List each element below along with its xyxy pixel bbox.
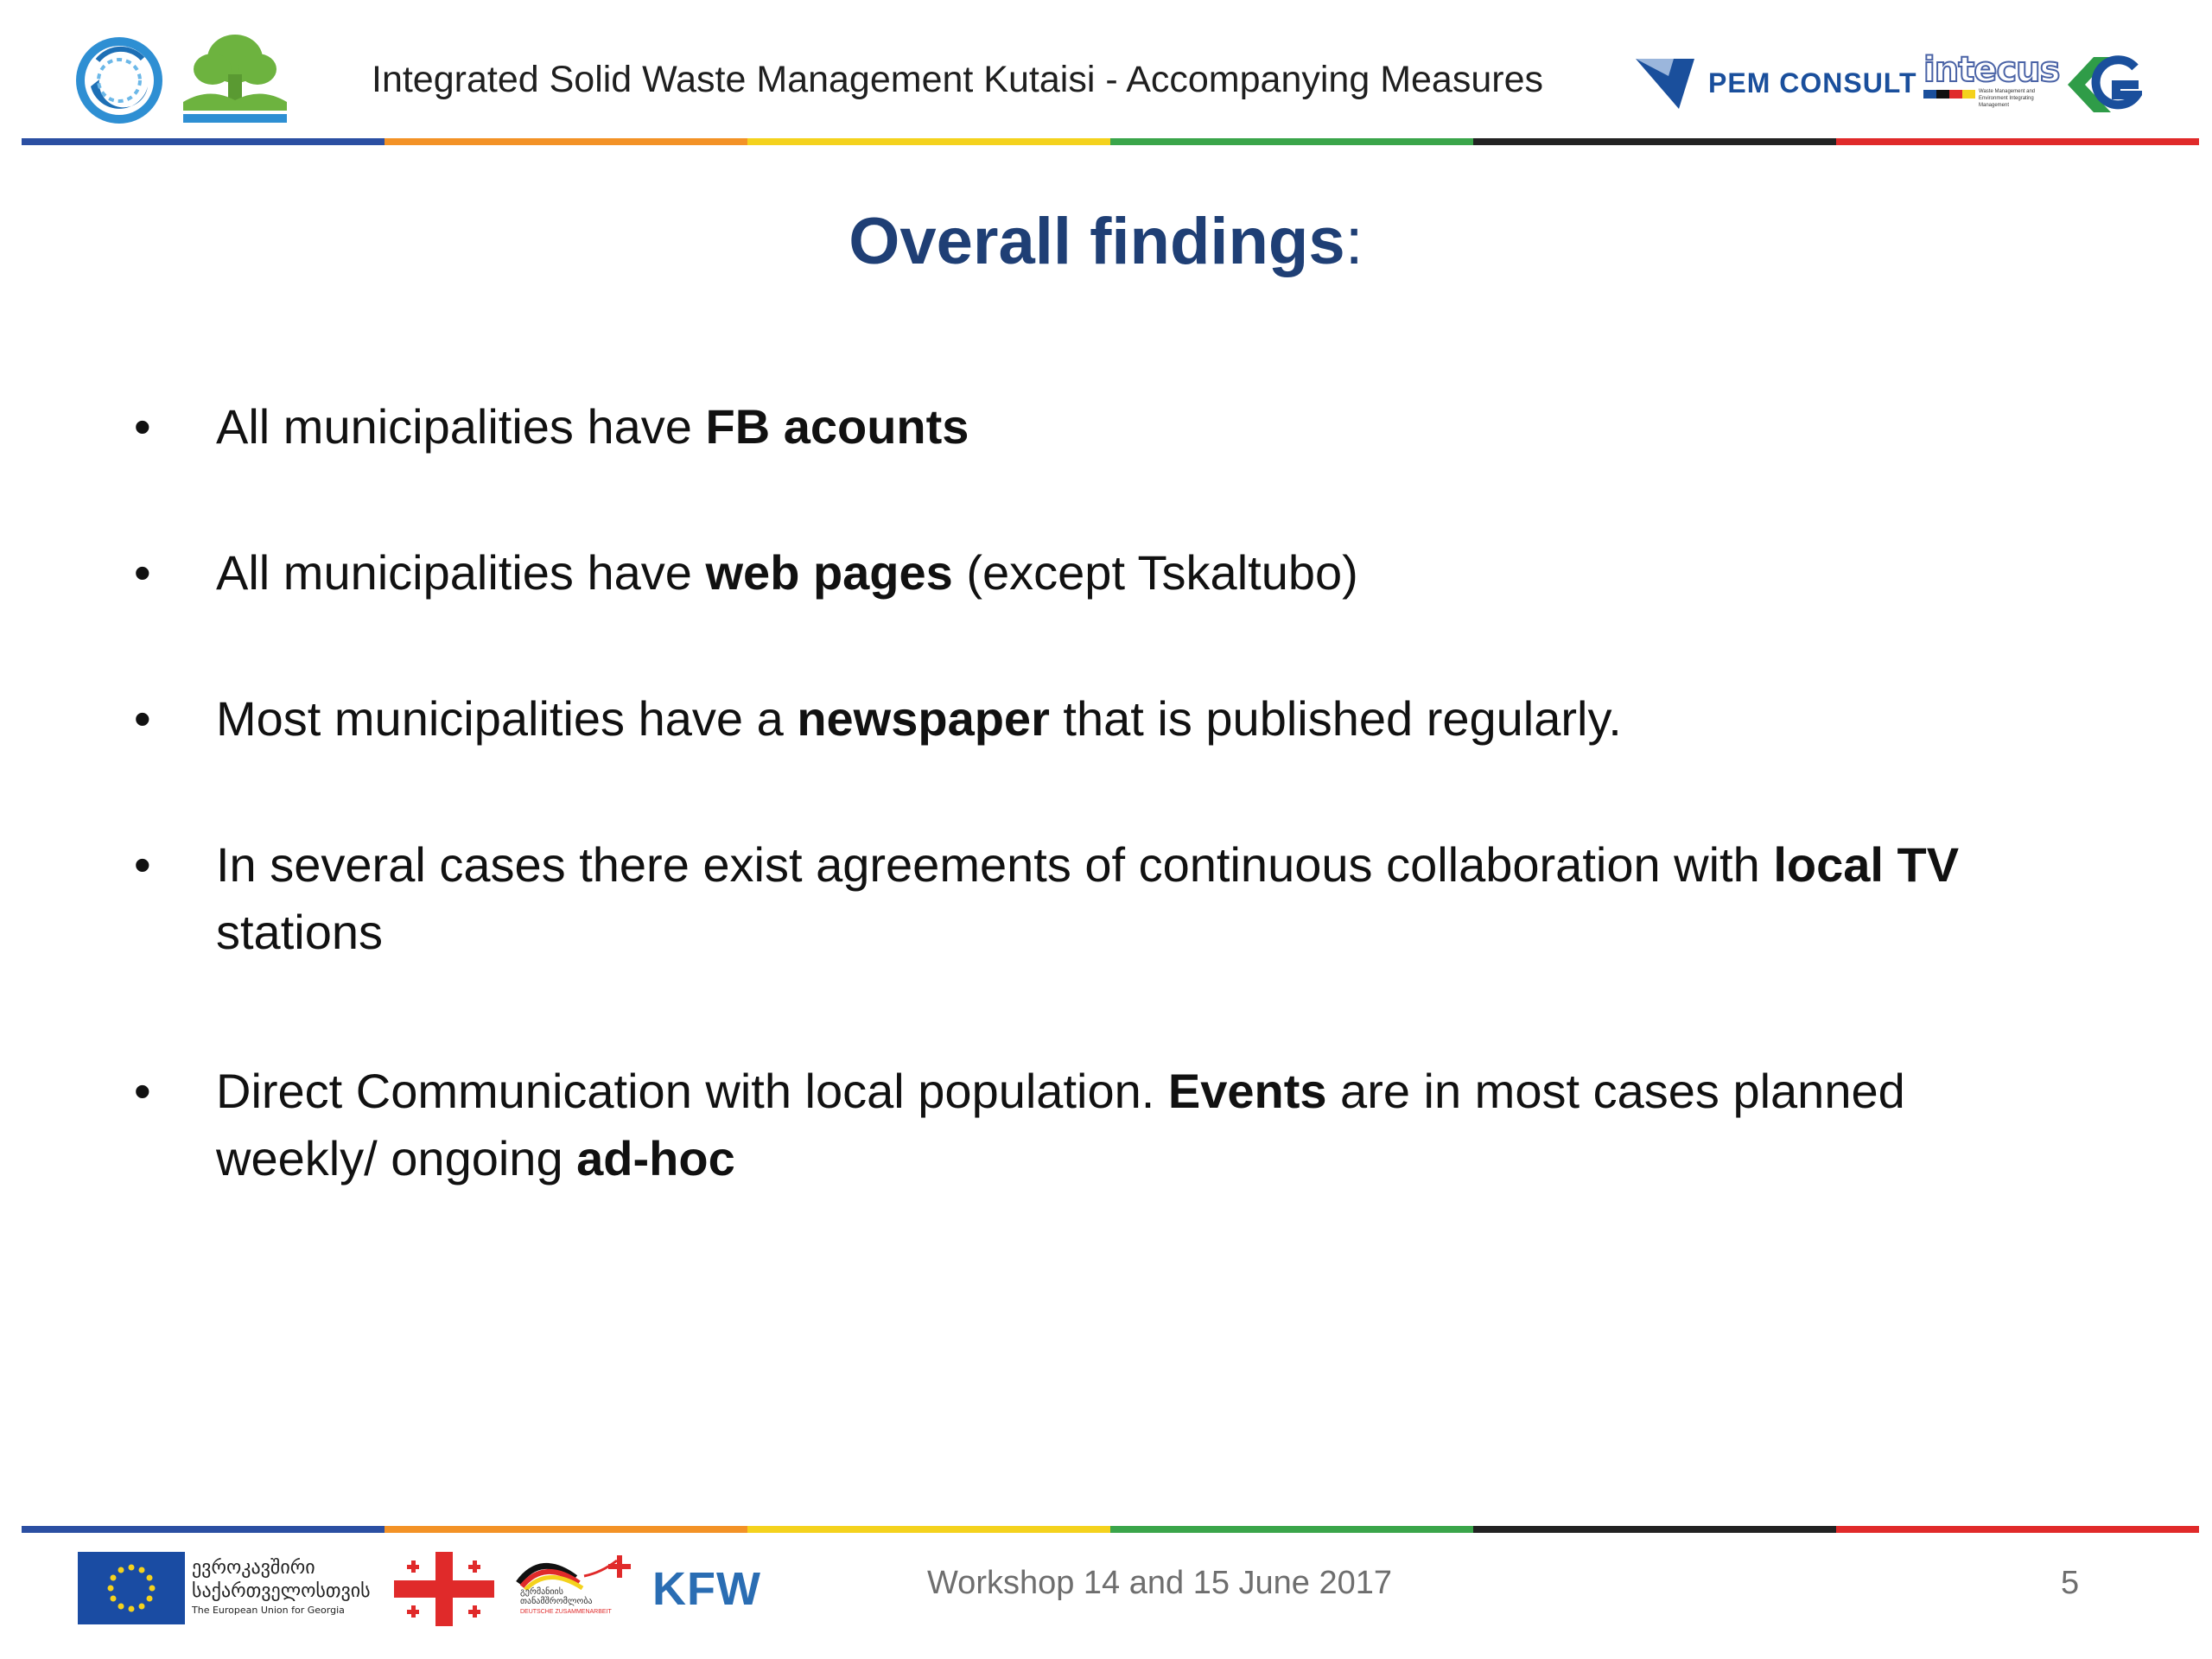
bullet-text <box>216 685 2074 753</box>
stripe-orange <box>385 1526 747 1533</box>
stripe-blue <box>22 138 385 145</box>
bullet-text-bold: ad-hoc <box>576 1131 735 1185</box>
footer-date: Workshop 14 and 15 June 2017 <box>927 1565 1393 1601</box>
stripe-black <box>1473 1526 1836 1533</box>
g-logo-icon <box>2068 55 2142 114</box>
eu-label-line1: ევროკავშირი <box>192 1557 315 1579</box>
pem-consult-arrow-icon <box>1636 57 1696 111</box>
stripe-yellow <box>747 1526 1110 1533</box>
bullet-text <box>216 831 2074 966</box>
bullet-text-bold: FB acounts <box>705 399 969 454</box>
bullet-text-bold: web pages <box>705 545 953 600</box>
bullet-dot: • <box>134 691 151 746</box>
stripe-yellow <box>747 138 1110 145</box>
stripe-green <box>1110 138 1473 145</box>
bullet-text-bold: local TV <box>1773 837 1960 892</box>
bullet-dot: • <box>134 837 151 892</box>
stripe-blue <box>22 1526 385 1533</box>
bullet-text-regular: that is published regularly. <box>1049 691 1622 746</box>
bullet-text-regular: Most municipalities have a <box>216 691 798 746</box>
bullet-text <box>216 1058 2074 1192</box>
bullet-text-regular: are in most cases planned <box>1326 1064 1905 1118</box>
bullet-text-regular: Direct Communication with local population. <box>216 1064 1168 1118</box>
header <box>0 0 2212 147</box>
stripe-red <box>1836 1526 2199 1533</box>
eu-flag-icon <box>78 1552 185 1624</box>
georgia-flag-icon <box>394 1552 494 1626</box>
bullet-dot: • <box>134 399 151 454</box>
bullet-dot: • <box>134 545 151 600</box>
bullet-text <box>216 393 2074 461</box>
german-cooperation-subtext: DEUTSCHE ZUSAMMENARBEIT <box>520 1609 612 1615</box>
bullet-text-regular: (except Tskaltubo) <box>952 545 1358 600</box>
tree-logo-icon <box>183 31 287 124</box>
bullet-text-regular: All municipalities have <box>216 545 706 600</box>
footer-color-stripe <box>22 1526 2199 1533</box>
bullet-text-regular: weekly/ ongoing <box>216 1131 577 1185</box>
bullet-text-regular: All municipalities have <box>216 399 706 454</box>
swirl-logo-icon <box>73 35 165 126</box>
pem-consult-logo-text: PEM CONSULT <box>1708 67 1917 99</box>
german-cooperation-label <box>520 1587 615 1617</box>
header-color-stripe <box>22 138 2199 145</box>
eu-label <box>192 1556 382 1618</box>
stripe-orange <box>385 138 747 145</box>
bullet-text-bold: Events <box>1167 1064 1327 1118</box>
slide-title-colon: : <box>1344 205 1363 278</box>
intecus-logo-text: intecus <box>1923 50 2060 90</box>
german-cooperation-logo-icon <box>515 1552 641 1590</box>
bullet-text-regular: stations <box>216 905 383 959</box>
stripe-black <box>1473 138 1836 145</box>
page-number: 5 <box>2061 1565 2080 1601</box>
bullet-text-regular: In several cases there exist agreements of continuous collaboration with <box>216 837 1774 892</box>
slide-title-text: Overall findings <box>849 205 1345 278</box>
german-cooperation-text: გერმანიის თანამშრომლობა <box>520 1587 593 1606</box>
bullet-text-bold: newspaper <box>797 691 1050 746</box>
header-title: Integrated Solid Waste Management Kutaisi - Accompanying Measures <box>372 59 1543 100</box>
kfw-logo-text: KFW <box>652 1563 761 1615</box>
bullet-dot: • <box>134 1064 151 1118</box>
stripe-red <box>1836 138 2199 145</box>
intecus-subtitle: Waste Management and Environment Integrating Management <box>1979 89 2036 108</box>
stripe-green <box>1110 1526 1473 1533</box>
bullet-text <box>216 539 2074 607</box>
intecus-flag-bar <box>1923 90 1975 99</box>
slide-title <box>0 204 2212 279</box>
eu-label-line2: საქართველოსთვის <box>192 1580 371 1602</box>
eu-label-line3: The European Union for Georgia <box>192 1605 345 1616</box>
